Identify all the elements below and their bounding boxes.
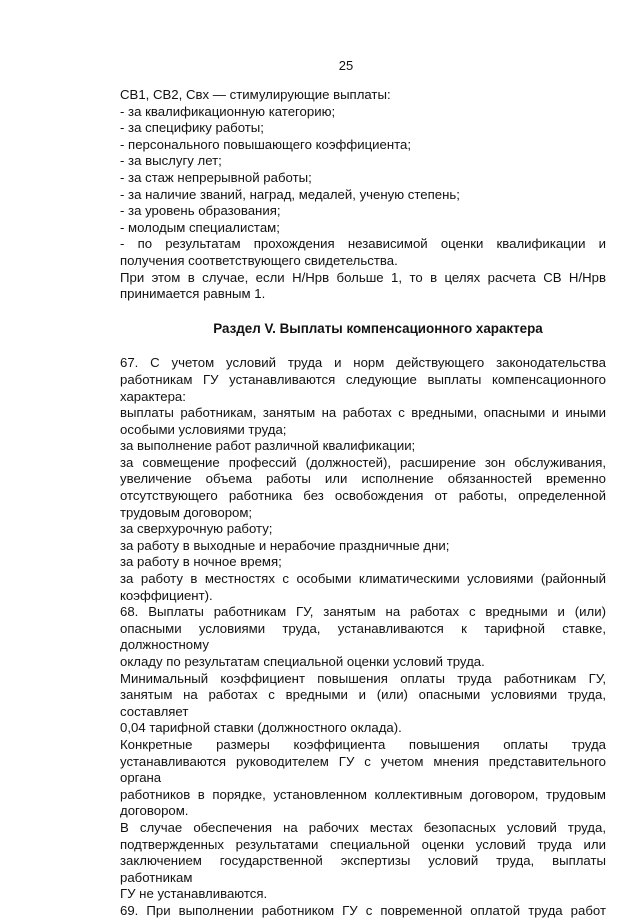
text-line: характера: xyxy=(120,388,186,404)
text-line: Минимальный коэффициент повышения оплаты труда работникам ГУ, xyxy=(120,670,606,686)
text-line: При этом в случае, если Н/Нрв больше 1, то в целях расчета СВ Н/Нрв xyxy=(120,269,606,285)
text-line: договором. xyxy=(120,803,189,819)
text-line: окладу по результатам специальной оценки условий труда. xyxy=(120,654,485,669)
text-line: заключением государственной экспертизы условий труда, выплаты работникам xyxy=(120,853,606,885)
paragraph-68-minimum xyxy=(120,671,606,737)
paragraph-ratio xyxy=(120,270,606,303)
text-line: за совмещение профессий (должностей), расширение зон обслуживания, xyxy=(120,454,606,470)
text-line: 67. С учетом условий труда и норм действующего законодательства xyxy=(120,355,606,371)
text-line: подтвержденных результатами специальной оценки условий труда или xyxy=(120,836,606,852)
text-line: ГУ не устанавливаются. xyxy=(120,886,268,902)
intro-line: - молодым специалистам; xyxy=(120,219,280,235)
intro-line: - за квалификационную категорию; xyxy=(120,103,336,119)
intro-line: - за стаж непрерывной работы; xyxy=(120,169,312,185)
intro-line: - за выслугу лет; xyxy=(120,153,222,169)
text-line: за работу в местностях с особыми климатическими условиями (районный xyxy=(120,571,606,587)
text-line: занятым на работах с вредными и (или) опасными условиями труда, составляет xyxy=(120,687,606,719)
text-line: 68. Выплаты работникам ГУ, занятым на работах с вредными и (или) xyxy=(120,604,606,620)
text-line: коэффициент). xyxy=(120,587,213,603)
intro-line: - за уровень образования; xyxy=(120,203,281,219)
compensation-item xyxy=(120,554,606,571)
paragraph-68 xyxy=(120,604,606,670)
text-line: - по результатам прохождения независимой оценки квалификации и xyxy=(120,236,606,252)
intro-line: СВ1, СВ2, Свх — стимулирующие выплаты: xyxy=(120,87,391,102)
text-line: работников в порядке, установленном коллективным договором, трудовым xyxy=(120,786,606,802)
text-line: 0,04 тарифной ставки (должностного оклада). xyxy=(120,720,402,736)
text-line: за выполнение работ различной квалификации; xyxy=(120,438,416,454)
compensation-item xyxy=(120,571,606,604)
text-line: 69. При выполнении работником ГУ с повременной оплатой труда работ xyxy=(120,902,606,918)
compensation-item xyxy=(120,538,606,555)
text-line: устанавливаются руководителем ГУ с учетом мнения представительного органа xyxy=(120,753,606,786)
text-line: работникам ГУ устанавливаются следующие выплаты компенсационного xyxy=(120,371,606,387)
paragraph-67 xyxy=(120,355,606,405)
paragraph-independent-assessment xyxy=(120,236,606,269)
paragraph-69 xyxy=(120,903,606,920)
page-number: 25 xyxy=(338,58,354,73)
intro-list xyxy=(120,87,606,236)
text-line: особыми условиями труда; xyxy=(120,421,287,437)
compensation-item xyxy=(120,455,606,521)
intro-line: - за наличие званий, наград, медалей, ученую степень; xyxy=(120,186,460,202)
text-line: опасными условиями труда, устанавливаются к тарифной ставке, должностному xyxy=(120,620,606,653)
text-line: принимается равным 1. xyxy=(120,286,266,302)
compensation-item xyxy=(120,405,606,438)
text-line: В случае обеспечения на рабочих местах безопасных условий труда, xyxy=(120,819,606,835)
paragraph-68-specific xyxy=(120,737,606,820)
text-line: за работу в выходные и нерабочие праздничные дни; xyxy=(120,537,450,553)
text-line: увеличение объема работы или исполнение обязанностей временно xyxy=(120,471,606,487)
section-heading: Раздел V. Выплаты компенсационного характера xyxy=(213,320,543,336)
compensation-item xyxy=(120,438,606,455)
intro-line: - персонального повышающего коэффициента; xyxy=(120,136,412,152)
text-line: получения соответствующего свидетельства. xyxy=(120,252,398,268)
text-line: отсутствующего работника без освобождения от работы, определенной xyxy=(120,488,606,504)
paragraph-68-safe xyxy=(120,820,606,903)
text-line: за сверхурочную работу; xyxy=(120,521,273,537)
text-line: Конкретные размеры коэффициента повышения оплаты труда xyxy=(120,736,606,752)
text-line: трудовым договором; xyxy=(120,504,253,520)
compensation-item xyxy=(120,521,606,538)
text-line: за работу в ночное время; xyxy=(120,554,282,570)
intro-line: - за специфику работы; xyxy=(120,120,264,136)
text-line: выплаты работникам, занятым на работах с вредными, опасными и иными xyxy=(120,405,606,421)
document-body xyxy=(120,87,606,920)
